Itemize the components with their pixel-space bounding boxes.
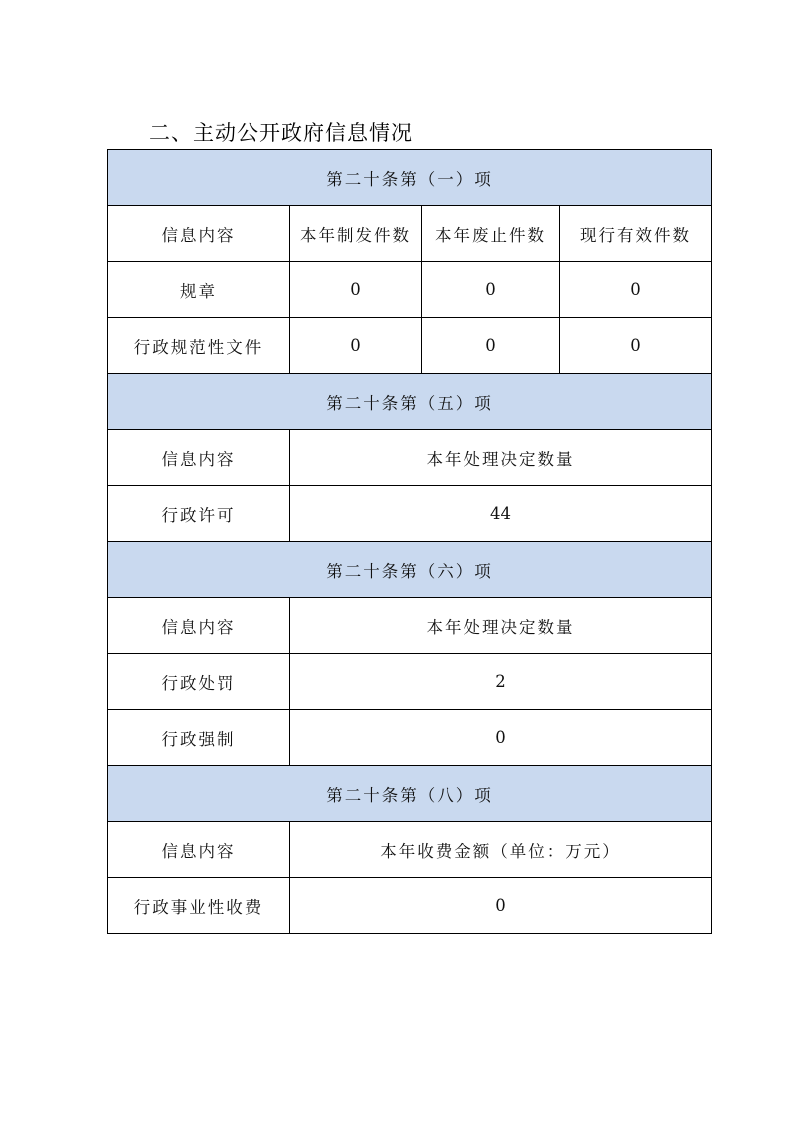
section-title-8: 第二十条第（八）项	[108, 766, 712, 822]
section-row-5	[108, 374, 712, 430]
table-row	[108, 654, 712, 710]
section-title-6: 第二十条第（六）项	[108, 542, 712, 598]
row-label: 行政许可	[108, 486, 290, 542]
section-row-6	[108, 542, 712, 598]
header-row-8	[108, 822, 712, 878]
header-row-6	[108, 598, 712, 654]
row-value: 0	[422, 318, 560, 374]
header-cell-count: 本年处理决定数量	[290, 598, 712, 654]
section-row-8	[108, 766, 712, 822]
header-row-5	[108, 430, 712, 486]
row-value: 0	[290, 710, 712, 766]
header-cell-content: 信息内容	[108, 206, 290, 262]
row-label: 行政事业性收费	[108, 878, 290, 934]
table-row	[108, 486, 712, 542]
table-row	[108, 318, 712, 374]
header-cell-content: 信息内容	[108, 822, 290, 878]
header-cell-count: 本年处理决定数量	[290, 430, 712, 486]
section-title-1: 第二十条第（一）项	[108, 150, 712, 206]
header-cell-amount: 本年收费金额（单位：万元）	[290, 822, 712, 878]
row-value: 0	[290, 262, 422, 318]
header-cell-content: 信息内容	[108, 430, 290, 486]
disclosure-table	[107, 149, 712, 934]
header-row-1	[108, 206, 712, 262]
row-value: 0	[560, 318, 712, 374]
section-row-1	[108, 150, 712, 206]
header-cell-abolished: 本年废止件数	[422, 206, 560, 262]
row-value: 0	[290, 318, 422, 374]
row-label: 行政强制	[108, 710, 290, 766]
row-value: 2	[290, 654, 712, 710]
table-row	[108, 878, 712, 934]
table-row	[108, 710, 712, 766]
header-cell-issued: 本年制发件数	[290, 206, 422, 262]
row-label: 行政处罚	[108, 654, 290, 710]
row-value: 0	[560, 262, 712, 318]
section-heading: 二、主动公开政府信息情况	[149, 121, 413, 145]
header-cell-valid: 现行有效件数	[560, 206, 712, 262]
row-label: 规章	[108, 262, 290, 318]
section-title-5: 第二十条第（五）项	[108, 374, 712, 430]
row-value: 0	[422, 262, 560, 318]
row-value: 0	[290, 878, 712, 934]
table-row	[108, 262, 712, 318]
row-value: 44	[290, 486, 712, 542]
row-label: 行政规范性文件	[108, 318, 290, 374]
header-cell-content: 信息内容	[108, 598, 290, 654]
